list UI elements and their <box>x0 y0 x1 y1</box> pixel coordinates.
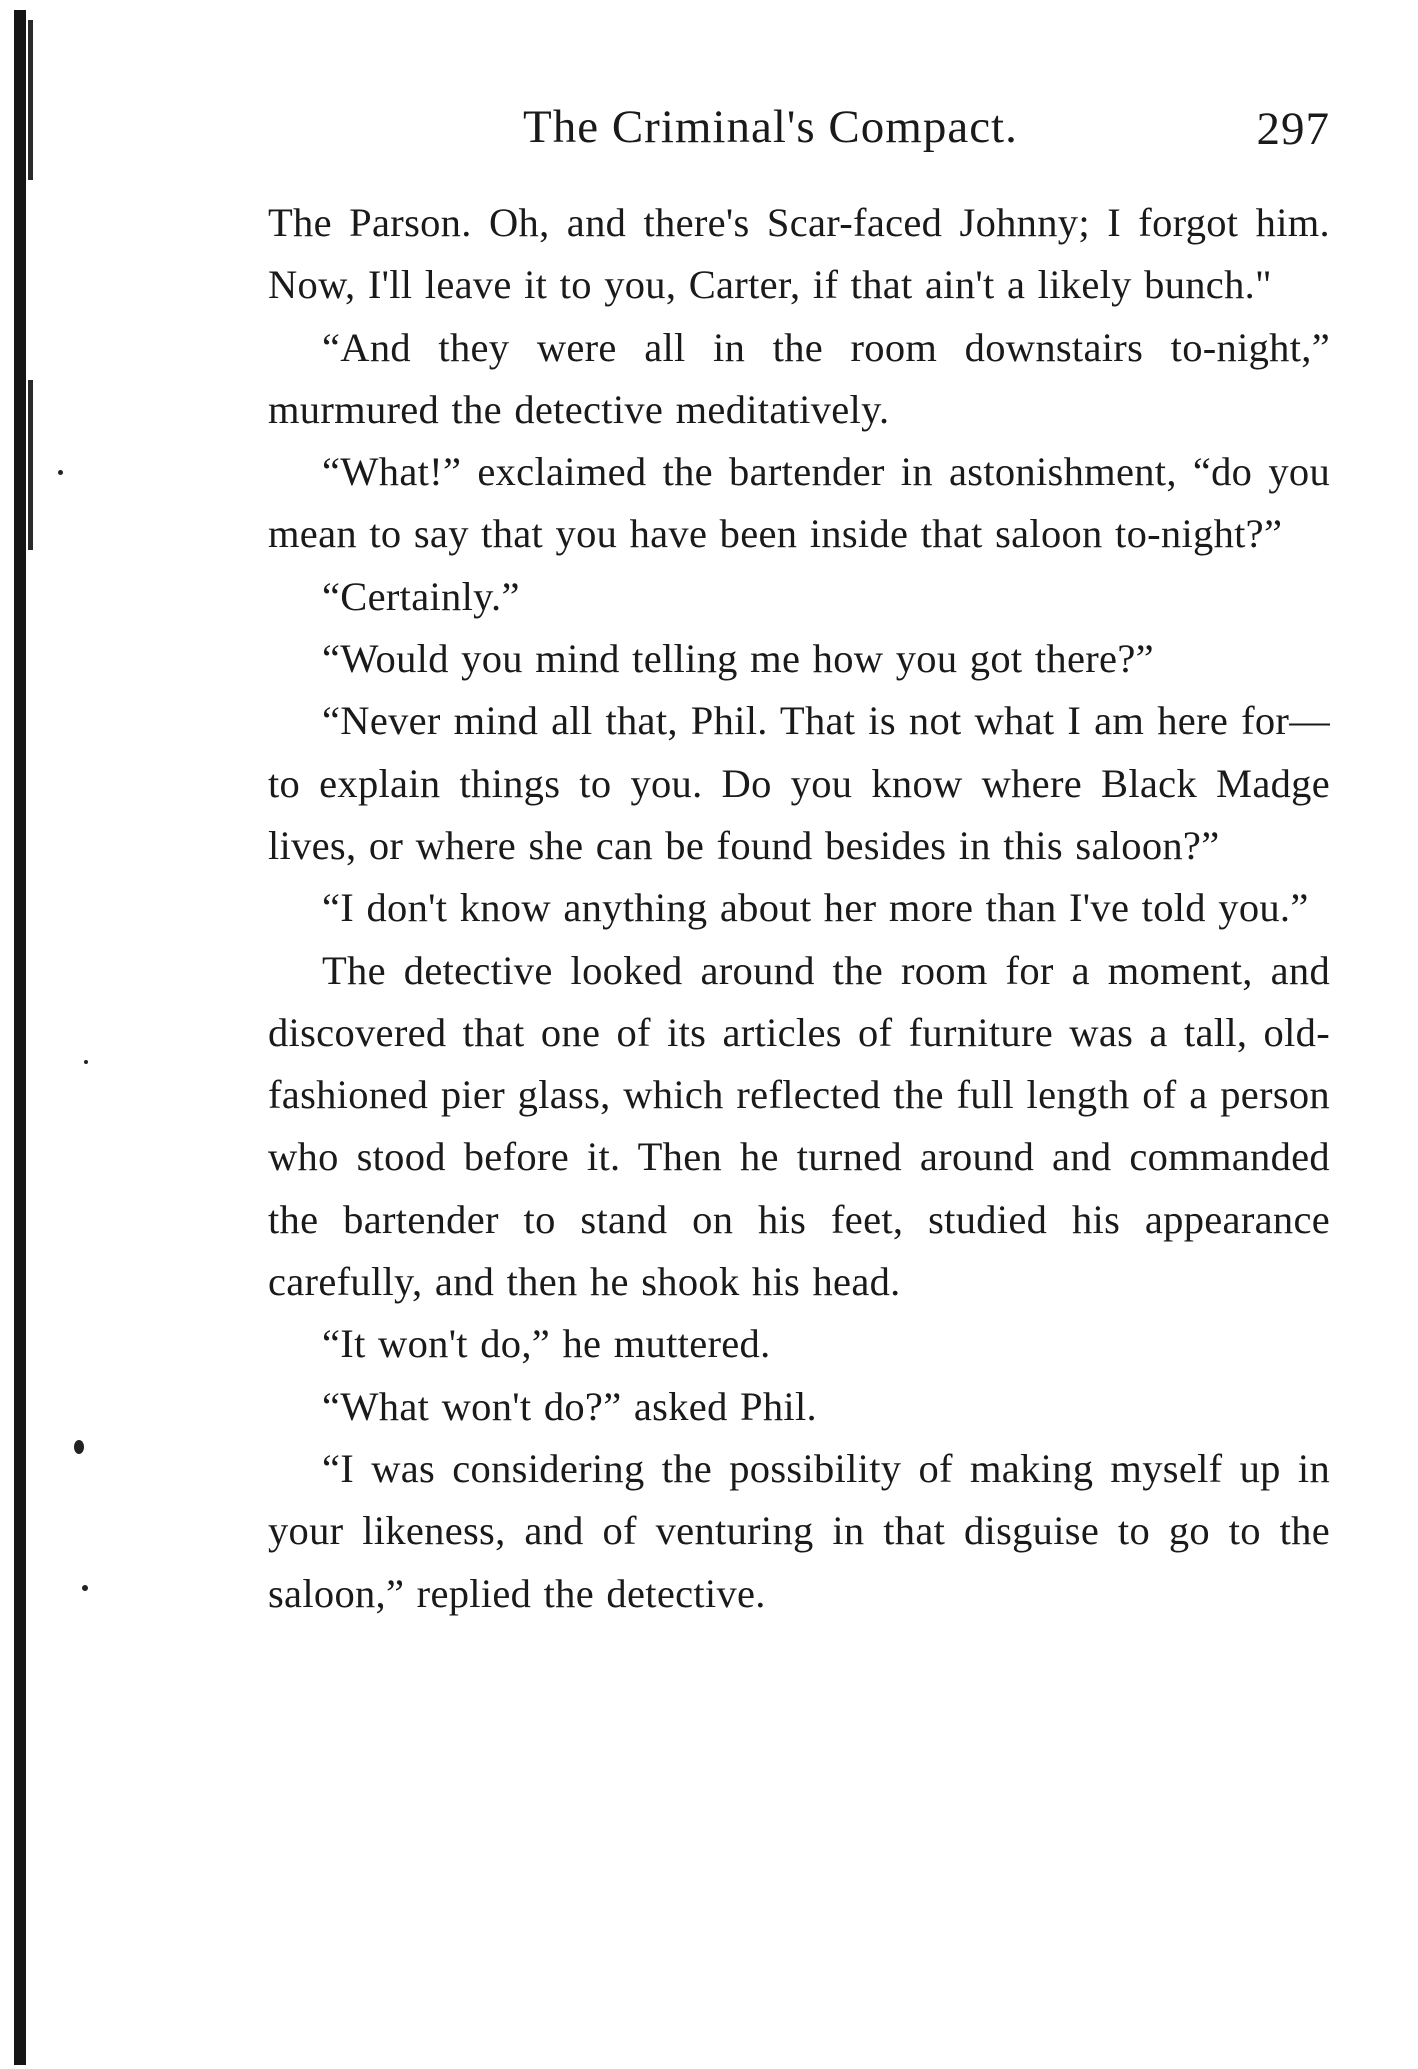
paragraph: “What won't do?” asked Phil. <box>322 1383 817 1429</box>
paragraph: “Would you mind telling me how you got there?” <box>322 636 1154 682</box>
paragraph: “Never mind all that, Phil. That is not what I am here for—to explain things to you. Do you know where Black Madge lives, or where she can be found besides in this saloon?” <box>268 698 1330 868</box>
ink-speck <box>74 1440 84 1454</box>
body-text <box>268 192 1330 1625</box>
running-head <box>268 100 1330 170</box>
chapter-title: The Criminal's Compact. <box>523 101 1018 153</box>
ink-speck <box>84 1060 88 1064</box>
page-binding-shadow-upper <box>28 20 33 180</box>
page-number: 297 <box>1256 103 1330 155</box>
paragraph: The Parson. Oh, and there's Scar-faced Johnny; I forgot him. Now, I'll leave it to you, Carter, if that ain't a likely bunch." <box>268 200 1330 308</box>
paragraph: The detective looked around the room for a moment, and discovered that one of its articles of furniture was a tall, old-fashioned pier glass, which reflected the full length of a person who stood before it. Then he turned around and commanded the bartender to stand on his feet, studied his appearance carefully, and then he shook his head. <box>268 947 1330 1305</box>
paragraph: “I was considering the possibility of making myself up in your likeness, and of venturing in that disguise to go to the saloon,” replied the detective. <box>268 1445 1330 1616</box>
ink-speck <box>58 470 63 475</box>
book-page <box>268 100 1330 1625</box>
paragraph: “And they were all in the room downstairs to-night,” murmured the detective meditatively. <box>268 324 1330 432</box>
paragraph: “I don't know anything about her more than I've told you.” <box>322 885 1309 931</box>
paragraph: “Certainly.” <box>322 573 520 619</box>
paragraph: “What!” exclaimed the bartender in astonishment, “do you mean to say that you have been inside that saloon to-night?” <box>268 449 1330 557</box>
paragraph: “It won't do,” he muttered. <box>322 1321 771 1367</box>
page-binding-shadow-lower <box>28 380 33 550</box>
ink-speck <box>82 1585 88 1591</box>
page-binding-edge <box>14 10 26 2065</box>
